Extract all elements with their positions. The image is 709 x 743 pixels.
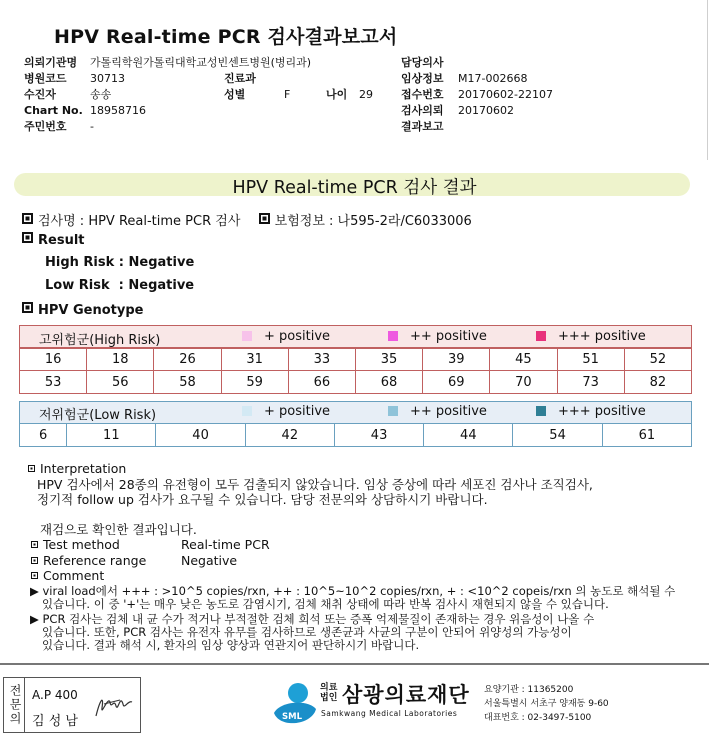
legend-swatch [388,331,398,341]
patient-label: 수진자 [24,88,56,101]
specialist-label: 전문의 [8,684,22,726]
signature-image [90,686,136,724]
result-heading: Result [38,233,85,248]
clinical-label: 임상정보 [401,72,444,85]
genotype-cell: 42 [245,424,334,447]
hospital-code-label: 병원코드 [24,72,67,85]
dept-label: 진료과 [224,72,256,85]
genotype-cell: 70 [490,371,557,394]
genotype-cell: 59 [221,371,288,394]
age-value: 29 [359,88,373,101]
test-info-row [22,210,472,229]
genotype-cell: 35 [355,348,422,371]
genotype-cell: 66 [288,371,355,394]
info-right [401,55,553,135]
genotype-heading-row [22,302,143,318]
interpretation-section [28,461,703,584]
legend-swatch [242,406,252,416]
chart-value: 18958716 [90,104,146,117]
chart-label: Chart No. [24,104,83,117]
result-title: HPV Real-time PCR 검사 결과 [232,178,477,198]
genotype-cell: 31 [221,348,288,371]
genotype-cell: 82 [624,371,691,394]
org-prefix-bottom: 법인 [320,693,338,703]
genotype-cell: 26 [154,348,221,371]
genotype-cell: 58 [154,371,221,394]
ap-number: A.P 400 [32,688,78,702]
square-bullet-icon [259,213,270,224]
genotype-cell: 43 [334,424,423,447]
comment-block [30,585,706,652]
org-prefix-top: 의료 [320,683,338,693]
genotype-cell: 69 [423,371,490,394]
genotype-cell: 16 [20,348,87,371]
sex-value: F [284,88,291,101]
genotype-cell: 68 [355,371,422,394]
legend-label: ++ positive [410,329,487,344]
report-title: HPV Real-time PCR 검사결과보고서 [54,26,398,48]
genotype-cell: 52 [624,348,691,371]
genotype-cell: 53 [20,371,87,394]
legend-plus-plus [388,404,487,419]
genotype-cell: 45 [490,348,557,371]
table-row [20,371,692,394]
recheck-note: 재검으로 확인한 결과입니다. [40,521,197,537]
legend-plus-plus [388,329,487,344]
genotype-cell: 56 [87,371,154,394]
genotype-cell: 51 [557,348,624,371]
genotype-cell: 73 [557,371,624,394]
genotype-cell: 11 [67,424,156,447]
genotype-cell: 40 [156,424,245,447]
legend-plus [242,404,330,419]
sex-label: 성별 [224,88,246,101]
interpretation-line: 정기적 follow up 검사가 요구될 수 있습니다. 담당 전문의와 상담하시기 바랍니다. [37,492,488,507]
org-english: Samkwang Medical Laboratories [321,709,458,718]
legend-swatch [536,331,546,341]
org-contact [484,683,609,725]
legend-swatch [242,331,252,341]
legend-swatch [388,406,398,416]
legend-label: + positive [264,404,331,419]
sex-age-row [224,87,373,103]
method-value: Real-time PCR [181,537,270,552]
comment-heading: Comment [43,568,105,583]
comment-line: 있습니다. 결과 해석 시, 환자의 임상 양상과 연관지어 판단하시기 바랍니다. [42,638,420,652]
specialist-label-cell [4,678,25,732]
method-label: Test method [43,537,120,552]
low-risk-header [19,401,692,424]
legend-plus [242,329,330,344]
report-label: 결과보고 [401,120,444,133]
low-risk-result: Low Risk : Negative [45,278,195,293]
square-bullet-icon [31,572,38,579]
logo-badge-text: SML [282,712,302,722]
high-risk-genotype-table [19,347,692,394]
org-phone: 대표번호 : 02-3497-5100 [484,713,592,723]
specialist-name: 김 성 남 [32,714,78,729]
test-name: 검사명 : HPV Real-time PCR 검사 [38,214,241,229]
request-value: 20170602 [458,104,514,117]
table-row [20,424,692,447]
genotype-cell: 54 [513,424,602,447]
genotype-cell: 44 [424,424,513,447]
square-bullet-icon [22,302,33,313]
high-risk-header [19,325,692,349]
org-prefix [320,683,337,703]
receipt-label: 접수번호 [401,88,444,101]
square-bullet-icon [31,541,38,548]
footer-divider [0,663,709,665]
comment-line: viral load에서 +++ : >10^5 copies/rxn, ++ : 10^5~10^2 copies/rxn, + : <10^2 copeis/rxn 의 농도로 해석될 수 [42,584,676,598]
legend-plus-plus-plus [536,329,646,344]
legend-swatch [536,406,546,416]
sml-logo-icon [268,679,320,731]
insurance-info: 보험정보 : 나595-2라/C6033006 [274,214,472,229]
legend-label: +++ positive [558,404,646,419]
genotype-cell: 33 [288,348,355,371]
high-risk-title: 고위험군(High Risk) [39,333,161,348]
genotype-cell: 18 [87,348,154,371]
arrow-bullet-icon: ▶ [30,612,43,626]
request-label: 검사의뢰 [401,104,444,117]
table-row [20,348,692,371]
genotype-heading: HPV Genotype [38,303,144,318]
legend-label: + positive [264,329,331,344]
patient-value: 송송 [90,88,112,101]
comment-line: PCR 검사는 검체 내 균 수가 적거나 부적절한 검체 희석 또는 증폭 억제물질이 존재하는 경우 위음성이 나올 수 [42,612,595,626]
comment-line: 있습니다. 또한, PCR 검사는 유전자 유무를 검사하므로 생존균과 사균의 구분이 안되어 위양성의 가능성이 [42,625,572,639]
square-bullet-icon [22,232,33,243]
square-bullet-icon [31,557,38,564]
hospital-code-value: 30713 [90,72,125,85]
comment-line: 있습니다. 이 중 '+'는 매우 낮은 농도로 감염시기, 검체 채취 상태에 따라 반복 검사시 재현되지 않을 수 있습니다. [42,597,609,611]
interpretation-heading: Interpretation [40,461,127,476]
low-risk-genotype-table [19,423,692,447]
signature-box [3,677,141,733]
genotype-cell: 61 [602,424,691,447]
genotype-cell: 39 [423,348,490,371]
doctor-label: 담당의사 [401,56,444,69]
low-risk-title: 저위험군(Low Risk) [39,408,157,423]
range-label: Reference range [43,552,147,568]
legend-label: ++ positive [410,404,487,419]
institution-value: 가톨릭학원가톨릭대학교성빈센트병원(병리과) [90,56,312,69]
age-label: 나이 [326,88,348,101]
org-address: 서울특별시 서초구 양재동 9-60 [484,699,609,709]
org-name: 삼광의료재단 [342,683,470,707]
high-risk-result: High Risk : Negative [45,255,195,270]
rrn-label: 주민번호 [24,120,67,133]
interpretation-line: HPV 검사에서 28종의 유전형이 모두 검출되지 않았습니다. 임상 증상에 따라 세포진 검사나 조직검사, [37,476,593,492]
agency-code: 요양기관 : 11365200 [484,685,574,695]
square-bullet-icon [22,213,33,224]
square-bullet-icon [28,465,35,472]
legend-plus-plus-plus [536,404,646,419]
range-value: Negative [181,552,238,568]
rrn-value: - [90,120,94,133]
result-heading-row [22,232,85,248]
legend-label: +++ positive [558,329,646,344]
institution-label: 의뢰기관명 [24,56,78,69]
receipt-value: 20170602-22107 [458,88,553,101]
arrow-bullet-icon: ▶ [30,584,43,598]
clinical-value: M17-002668 [458,72,528,85]
genotype-cell: 6 [20,424,67,447]
